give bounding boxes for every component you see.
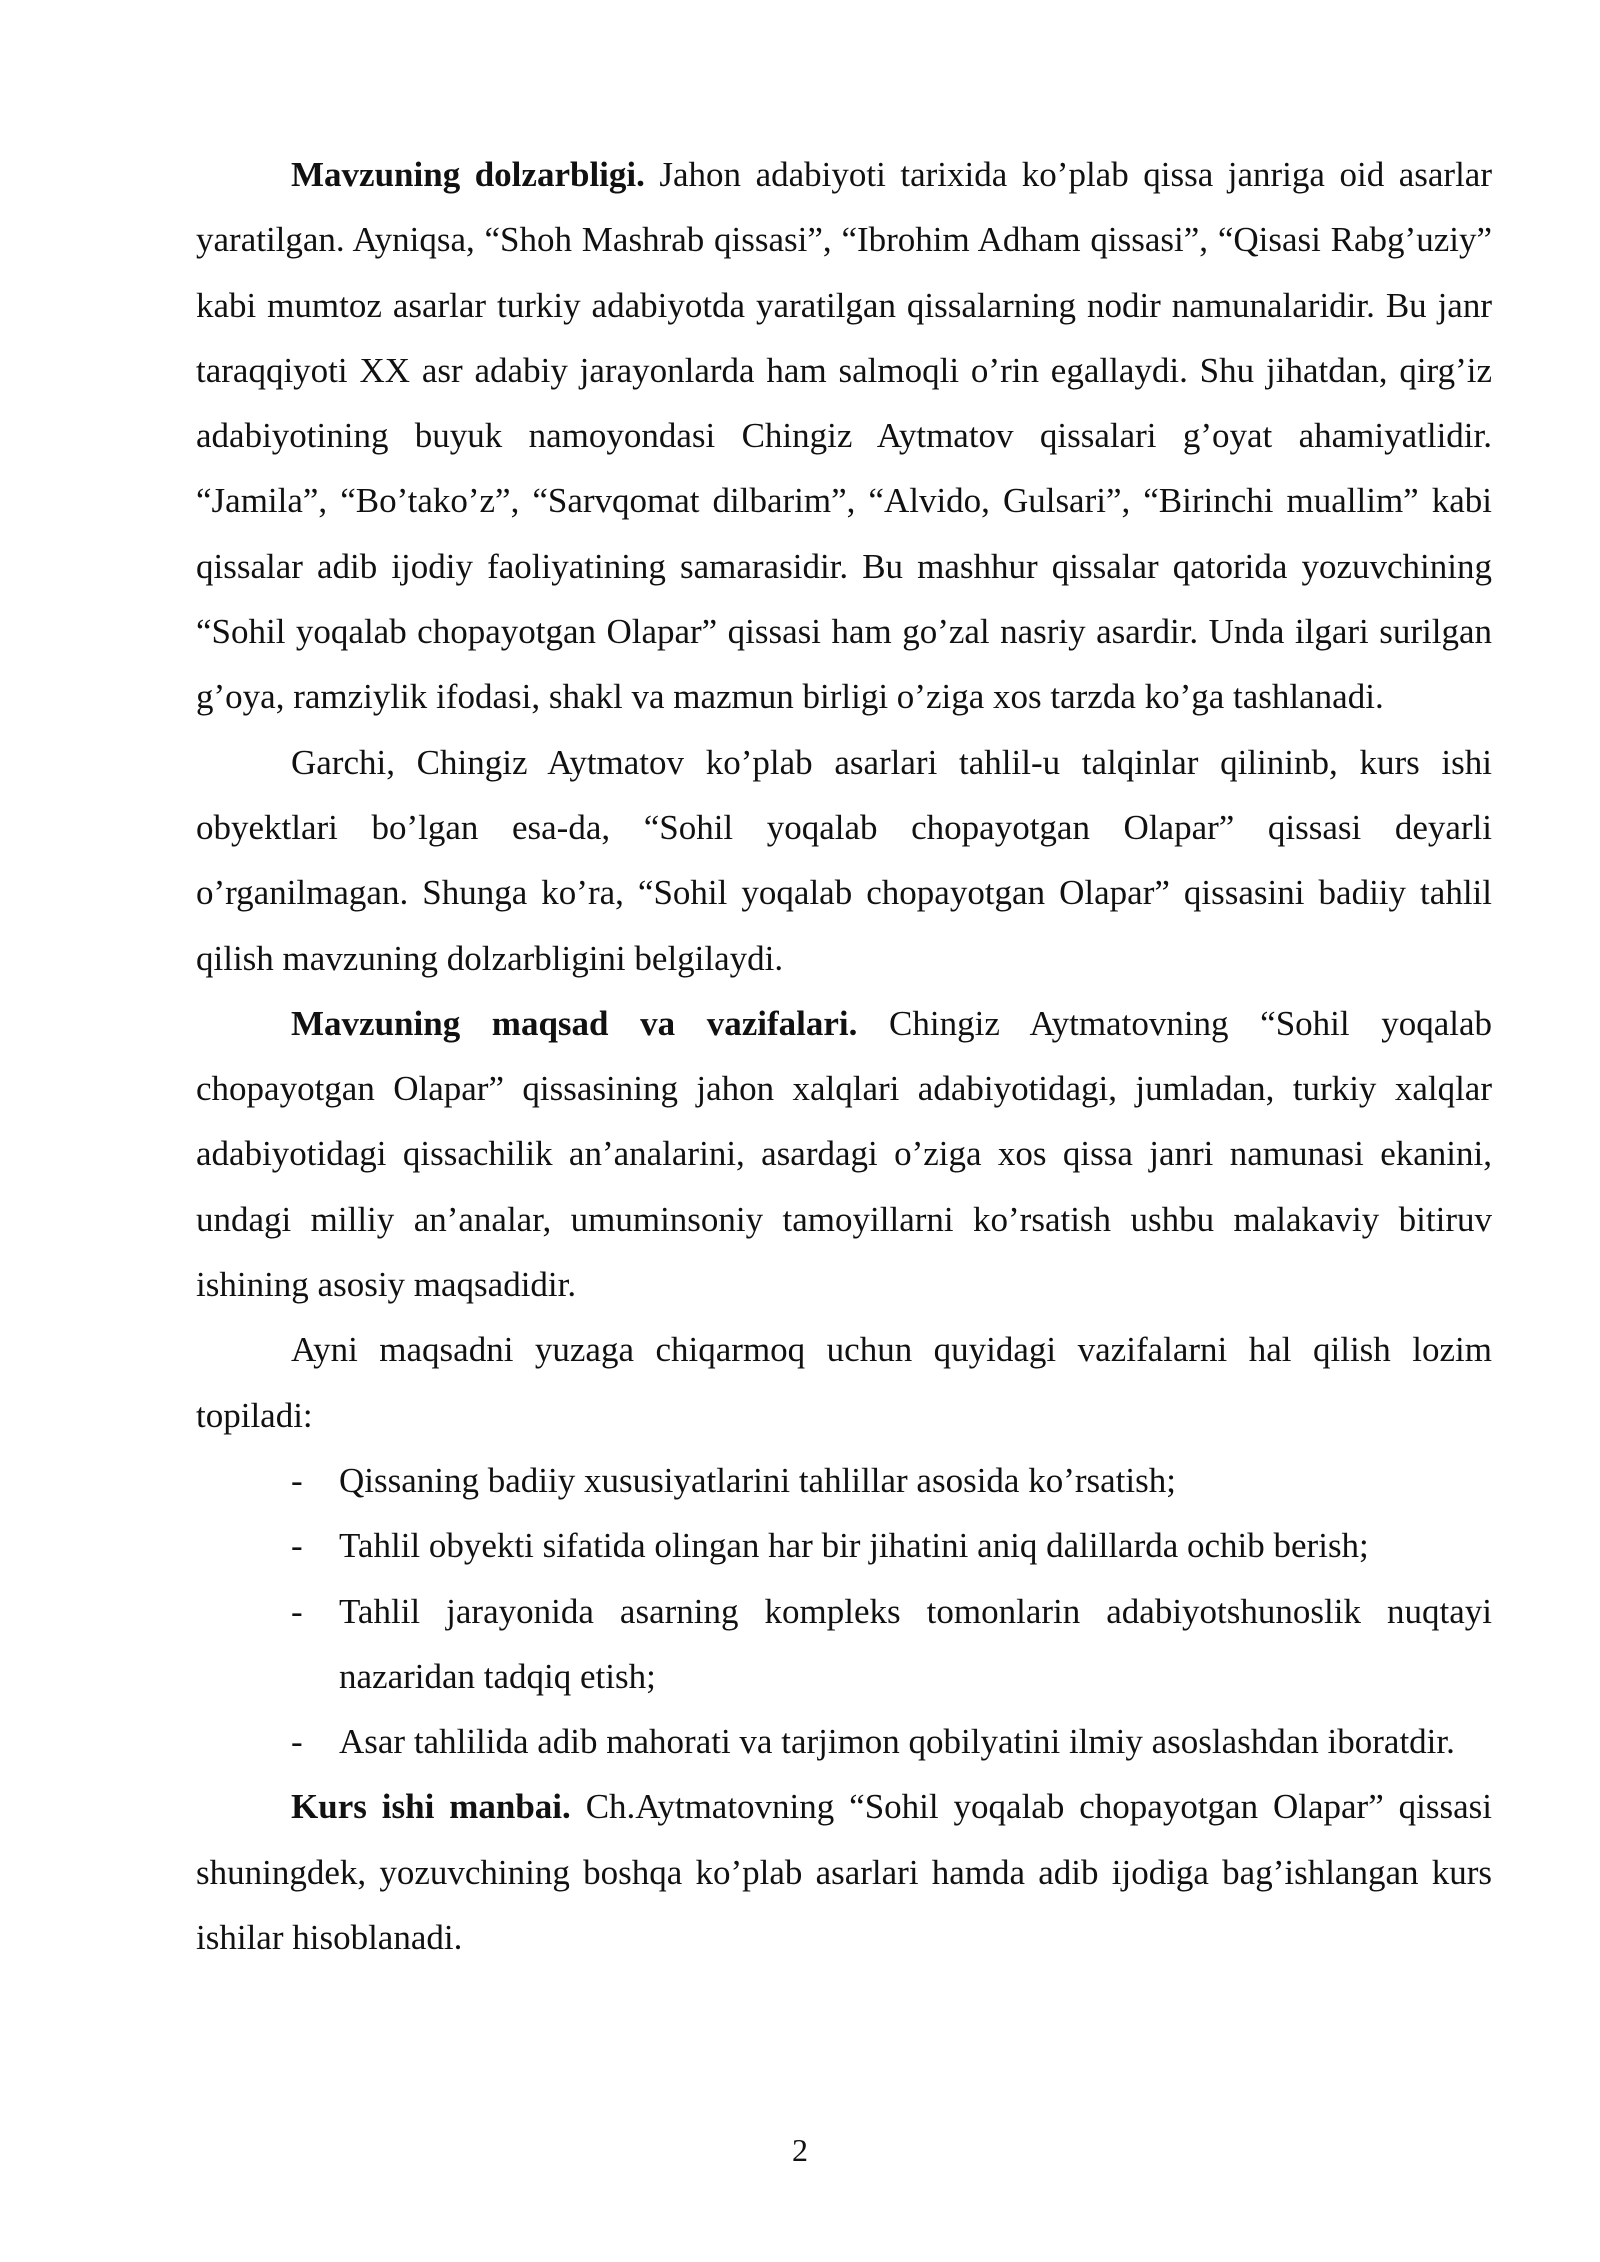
paragraph-not-studied-text: Garchi, Chingiz Aytmatov ko’plab asarlari tahlil-u talqinlar qilininb, kurs ishi obyektlari bo’lgan esa-da, “Sohil yoqalab chopayotgan Olapar” qissasi deyarli o’rganilmagan. Shunga ko’ra, “Sohil yoqalab chopayotgan Olapar” qissasini badiiy tahlil qilish mavzuning dolzarbligini belgilaydi.	[196, 742, 1492, 978]
task-list	[196, 1448, 1492, 1774]
list-item-text: Tahlil obyekti sifatida olingan har bir jihatini aniq dalillarda ochib berish;	[339, 1526, 1369, 1566]
heading-source: Kurs ishi manbai.	[291, 1787, 571, 1827]
paragraph-source-text: Ch.Aytmatovning “Sohil yoqalab chopayotgan Olapar” qissasi shuningdek, yozuvchining boshqa ko’plab asarlari hamda adib ijodiga bag’ishlangan kurs ishilar hisoblanadi.	[196, 1787, 1493, 1958]
paragraph-tasks-intro-text: Ayni maqsadni yuzaga chiqarmoq uchun quyidagi vazifalarni hal qilish lozim topiladi:	[196, 1330, 1492, 1435]
list-item	[196, 1448, 1492, 1513]
paragraph-relevance-text: Jahon adabiyoti tarixida ko’plab qissa janriga oid asarlar yaratilgan. Ayniqsa, “Shoh Mashrab qissasi”, “Ibrohim Adham qissasi”, “Qisasi Rabg’uziy” kabi mumtoz asarlar turkiy adabiyotda yaratilgan qissalarning nodir namunalaridir. Bu janr taraqqiyoti XX asr adabiy jarayonlarda ham salmoqli o’rin egallaydi. Shu jihatdan, qirg’iz adabiyotining buyuk namoyondasi Chingiz Aytmatov qissalari g’oyat ahamiyatlidir. “Jamila”, “Bo’tako’z”, “Sarvqomat dilbarim”, “Alvido, Gulsari”, “Birinchi muallim” kabi qissalar adib ijodiy faoliyatining samarasidir. Bu mashhur qissalar qatorida yozuvchining “Sohil yoqalab chopayotgan Olapar” qissasi ham go’zal nasriy asardir. Unda ilgari surilgan g’oya, ramziylik ifodasi, shakl va mazmun birligi o’ziga xos tarzda ko’ga tashlanadi.	[196, 155, 1492, 717]
paragraph-tasks-intro	[196, 1317, 1492, 1448]
list-item	[196, 1579, 1492, 1710]
heading-relevance: Mavzuning dolzarbligi.	[291, 155, 645, 194]
paragraph-goals	[196, 991, 1492, 1317]
list-item-text: Qissaning badiiy xususiyatlarini tahlillar asosida ko’rsatish;	[339, 1460, 1176, 1500]
heading-goals: Mavzuning maqsad va vazifalari.	[291, 1003, 858, 1043]
paragraph-goals-text: Chingiz Aytmatovning “Sohil yoqalab chopayotgan Olapar” qissasining jahon xalqlari adabiyotidagi, jumladan, turkiy xalqlar adabiyotidagi qissachilik an’analarini, asardagi o’ziga xos qissa janri namunasi ekanini, undagi milliy an’analar, umuminsoniy tamoyillarni ko’rsatish ushbu malakaviy bitiruv ishining asosiy maqsadidir.	[196, 1003, 1493, 1305]
paragraph-source	[196, 1774, 1492, 1970]
list-item	[196, 1709, 1492, 1774]
list-bullet: -	[291, 1591, 303, 1631]
paragraph-not-studied	[196, 730, 1492, 991]
list-item-text: Tahlil jarayonida asarning kompleks tomonlarin adabiyotshunoslik nuqtayi nazaridan tadqiq etish;	[339, 1591, 1492, 1696]
list-item-text: Asar tahlilida adib mahorati va tarjimon qobilyatini ilmiy asoslashdan iboratdir.	[339, 1722, 1455, 1762]
list-bullet: -	[291, 1722, 303, 1762]
list-bullet: -	[291, 1460, 303, 1500]
list-item	[196, 1513, 1492, 1578]
paragraph-relevance	[196, 142, 1492, 730]
page-number: 2	[792, 2132, 808, 2168]
list-bullet: -	[291, 1526, 303, 1566]
page-body	[196, 142, 1492, 1970]
